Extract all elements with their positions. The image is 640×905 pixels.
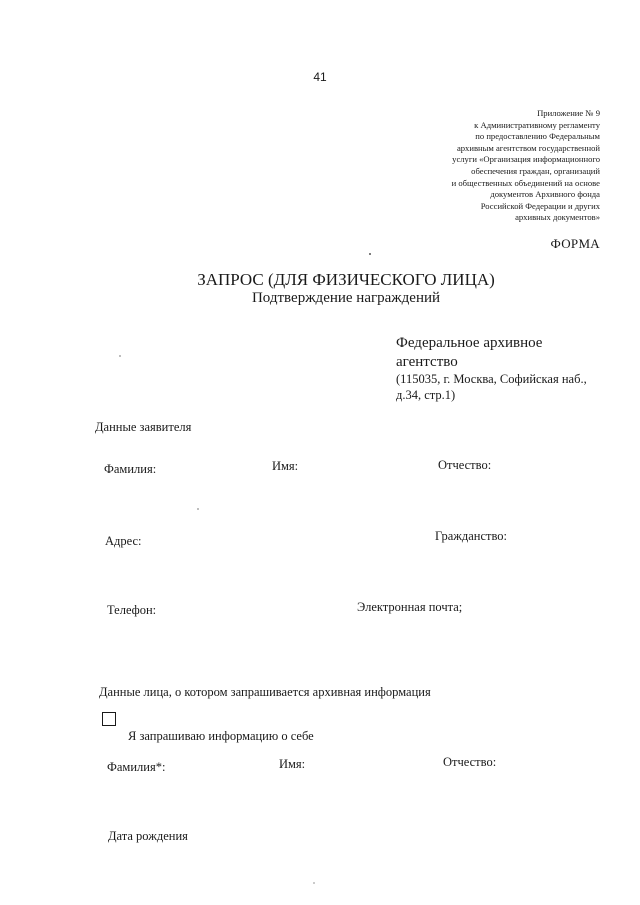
scan-speck bbox=[369, 253, 371, 255]
scan-speck bbox=[313, 882, 315, 884]
document-title: ЗАПРОС (ДЛЯ ФИЗИЧЕСКОГО ЛИЦА) bbox=[197, 270, 495, 289]
self-request-checkbox[interactable] bbox=[102, 712, 116, 726]
page-number: 41 bbox=[313, 70, 327, 84]
applicant-citizenship-label: Гражданство: bbox=[435, 529, 508, 543]
annex-line: Российской Федерации и других bbox=[480, 200, 600, 211]
annex-line: архивных документов» bbox=[515, 212, 600, 223]
subject-last-name-label: Фамилия*: bbox=[107, 760, 166, 774]
self-request-label: Я запрашиваю информацию о себе bbox=[128, 729, 314, 743]
annex-line: к Административному регламенту bbox=[474, 119, 600, 130]
subject-first-name-label: Имя: bbox=[279, 757, 306, 771]
applicant-last-name-label: Фамилия: bbox=[104, 462, 157, 476]
document-subtitle: Подтверждение награждений bbox=[251, 290, 441, 306]
addressee-name-line: Федеральное архивное bbox=[396, 335, 543, 351]
addressee-address bbox=[396, 371, 587, 403]
applicant-patronymic-label: Отчество: bbox=[438, 458, 492, 472]
addressee-address-line: д.34, стр.1) bbox=[396, 388, 456, 402]
applicant-first-name-label: Имя: bbox=[272, 459, 299, 473]
annex-line: Приложение № 9 bbox=[537, 108, 600, 118]
annex-line: документов Архивного фонда bbox=[490, 189, 600, 200]
subject-patronymic-label: Отчество: bbox=[443, 755, 497, 769]
addressee-address-line: (115035, г. Москва, Софийская наб., bbox=[396, 372, 587, 386]
annex-line: архивным агентством государственной bbox=[456, 142, 600, 153]
annex-line: обеспечения граждан, организаций bbox=[471, 165, 600, 176]
form-label: ФОРМА bbox=[550, 236, 600, 251]
scan-speck bbox=[119, 355, 121, 357]
annex-line: и общественных объединений на основе bbox=[451, 177, 600, 188]
applicant-email-label: Электронная почта; bbox=[357, 600, 463, 614]
applicant-address-label: Адрес: bbox=[105, 534, 142, 548]
subject-section-heading: Данные лица, о котором запрашивается архивная информация bbox=[99, 685, 431, 699]
addressee-name bbox=[396, 334, 542, 372]
addressee-name-line: агентство bbox=[396, 354, 458, 370]
annex-reference bbox=[452, 108, 600, 224]
applicant-phone-label: Телефон: bbox=[107, 603, 157, 617]
applicant-section-heading: Данные заявителя bbox=[95, 420, 192, 434]
subject-birth-date-label: Дата рождения bbox=[108, 829, 188, 843]
annex-line: услуги «Организация информационного bbox=[452, 154, 600, 165]
scan-speck bbox=[197, 508, 199, 510]
annex-line: по предоставлению Федеральным bbox=[475, 131, 600, 142]
